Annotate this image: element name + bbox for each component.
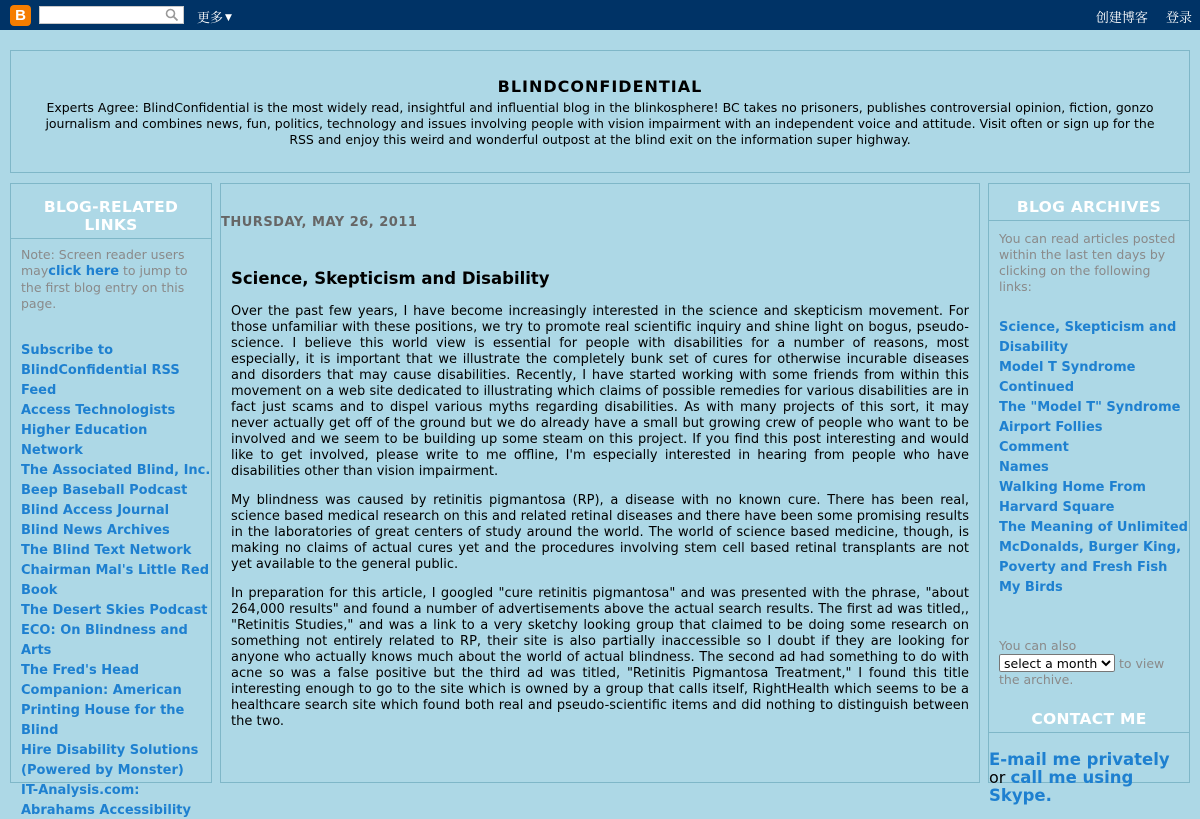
recent-post-link[interactable]: Science, Skepticism and Disability <box>999 320 1177 355</box>
sidebar-link[interactable]: Subscribe to BlindConfidential RSS Feed <box>21 343 180 398</box>
archive-month-picker <box>999 638 1179 688</box>
recent-post-link[interactable]: The Meaning of Unlimited <box>999 520 1188 535</box>
skip-to-content-link[interactable]: click here <box>48 264 120 279</box>
post-paragraph: My blindness was caused by retinitis pigmantosa (RP), a disease with no known cure. There has been real, science based medical research on this and related retinal diseases and there have been some promising results in the laboratories of great centers of study around the world. The world of science based medicine, though, is making no claims of actual cures yet and the procedures involving stem cell based retinal transplants are not yet available to the general public. <box>231 493 969 572</box>
list-item <box>21 479 211 499</box>
post-body <box>231 304 969 730</box>
note-prefix: Note: Screen reader users may <box>21 247 185 278</box>
contact-or: or <box>989 768 1011 787</box>
recent-post-link[interactable]: Airport Follies <box>999 420 1103 435</box>
search-icon[interactable] <box>165 8 179 22</box>
recent-post-link[interactable]: My Birds <box>999 580 1063 595</box>
main-content <box>220 183 980 783</box>
navbar-search <box>39 6 184 24</box>
list-item <box>999 416 1189 436</box>
divider <box>11 238 211 239</box>
email-link[interactable]: E-mail me privately <box>989 750 1170 769</box>
list-item <box>21 599 211 619</box>
right-sidebar <box>988 183 1190 805</box>
search-input[interactable] <box>40 10 168 26</box>
list-item <box>999 456 1189 476</box>
caret-down-icon: ▼ <box>225 13 232 23</box>
sidebar-link[interactable]: The Desert Skies Podcast <box>21 603 208 618</box>
sidebar-link[interactable]: Access Technologists Higher Education Network <box>21 403 176 458</box>
contact-me-heading: CONTACT ME <box>1031 710 1147 728</box>
more-menu-button[interactable] <box>197 7 232 26</box>
list-item <box>21 519 211 539</box>
list-item <box>21 399 211 459</box>
sidebar-link[interactable]: IT-Analysis.com: Abrahams Accessibility <box>21 783 191 818</box>
login-link[interactable]: 登录 <box>1165 11 1192 26</box>
archives-intro: You can read articles posted within the last ten days by clicking on the following links: <box>999 231 1176 294</box>
also-prefix: You can also <box>999 638 1077 653</box>
post-paragraph: In preparation for this article, I googled "cure retinitis pigmantosa" and was presented with the phrase, "about 264,000 results" and found a number of advertisements above the actual search results. The first ad was titled,, "Retinitis Studies," and was a link to a very sketchy looking group that claimed to be doing some research on something not entirely related to RP, their site is also partially inaccessible so I doubt if they are looking for anyone who actually knows much about the world of actual blindness. The second ad had something to do with acne so was a false positive but the third ad was titled, "Retinitis Pigmantosa Treatment," I found this title interesting enough to go to the site which is owned by a group that calls itself, RightHealth which seems to be a healthcare search site which found both real and pseudo-scientific items and did nothing to distinguish between the two. <box>231 586 969 729</box>
blog-header <box>10 50 1190 173</box>
list-item <box>21 499 211 519</box>
list-item <box>21 619 211 659</box>
recent-post-link[interactable]: Walking Home From Harvard Square <box>999 480 1146 515</box>
navbar-account-links <box>1082 7 1192 26</box>
recent-post-link[interactable]: The "Model T" Syndrome <box>999 400 1181 415</box>
sidebar-link[interactable]: Blind News Archives <box>21 523 170 538</box>
list-item <box>999 516 1189 536</box>
sidebar-link[interactable]: Beep Baseball Podcast <box>21 483 188 498</box>
list-item <box>21 539 211 559</box>
recent-post-link[interactable]: Names <box>999 460 1049 475</box>
list-item <box>999 316 1189 356</box>
screen-reader-note <box>21 247 201 312</box>
left-sidebar <box>10 183 212 818</box>
sidebar-link[interactable]: The Blind Text Network <box>21 543 192 558</box>
more-label: 更多 <box>197 11 224 26</box>
skype-link[interactable]: call me using Skype. <box>989 768 1134 805</box>
divider <box>989 732 1189 733</box>
recent-posts-list <box>999 316 1189 596</box>
blog-related-links-list <box>21 339 211 819</box>
blog-archives-heading: BLOG ARCHIVES <box>1016 198 1162 216</box>
list-item <box>999 536 1189 576</box>
also-suffix: to view the archive. <box>999 656 1165 687</box>
contact-text <box>989 751 1189 805</box>
month-select[interactable] <box>999 654 1115 672</box>
list-item <box>21 779 211 819</box>
post-title[interactable]: Science, Skepticism and Disability <box>231 269 550 288</box>
list-item <box>21 739 211 779</box>
list-item <box>999 576 1189 596</box>
note-suffix: to jump to the first blog entry on this page. <box>21 263 188 311</box>
list-item <box>21 459 211 479</box>
list-item <box>999 396 1189 416</box>
list-item <box>21 339 211 399</box>
list-item <box>999 356 1189 396</box>
post-paragraph: Over the past few years, I have become increasingly interested in the science and skepticism movement. For those unfamiliar with these positions, we try to promote real scientific inquiry and shine light on bogus, pseudo-science. I believe this world view is essential for people with disabilities for a number of reasons, most especially, it is important that we illustrate the completely bunk set of cures for otherwise incurable diseases and disorders that may cause disabilities. Recently, I have started working with some friends from within this movement on a web site dedicated to illustrating which claims of possible remedies for various disabilities are in fact just scams and to dispel various myths regarding disabilities. As with many projects of this sort, it may never actually get off of the ground but we do already have a small but growing crew of people who want to be involved and we seem to be building up some steam on this project. If you find this post interesting and would like to get involved, please write to me offline, I'm especially interested in hearing from people who have disabilities other than vision impairment. <box>231 304 969 479</box>
sidebar-link[interactable]: The Fred's Head Companion: American Printing House for the Blind <box>21 663 185 738</box>
blog-description: Experts Agree: BlindConfidential is the most widely read, insightful and influential blog in the blinkosphere! BC takes no prisoners, publishes controversial opinion, fiction, gonzo journalism and combines news, fun, politics, technology and issues involving people with vision impairment with an independent voice and attitude. Visit often or sign up for the RSS and enjoy this weird and wonderful outpost at the blind exit on the information super highway. <box>45 100 1155 147</box>
blogger-logo-icon[interactable]: B <box>10 5 31 26</box>
recent-post-link[interactable]: McDonalds, Burger King, Poverty and Fresh Fish <box>999 540 1182 575</box>
sidebar-link[interactable]: ECO: On Blindness and Arts <box>21 623 188 658</box>
blog-related-links-heading: BLOG-RELATED LINKS <box>43 198 179 234</box>
sidebar-link[interactable]: Blind Access Journal <box>21 503 170 518</box>
recent-post-link[interactable]: Comment <box>999 440 1069 455</box>
list-item <box>21 659 211 739</box>
blog-title[interactable]: BLINDCONFIDENTIAL <box>497 77 703 96</box>
top-navbar <box>0 0 1200 30</box>
sidebar-link[interactable]: The Associated Blind, Inc. <box>21 463 211 478</box>
list-item <box>999 476 1189 516</box>
sidebar-link[interactable]: Hire Disability Solutions (Powered by Monster) <box>21 743 199 778</box>
list-item <box>999 436 1189 456</box>
create-blog-link[interactable]: 创建博客 <box>1095 11 1148 26</box>
recent-post-link[interactable]: Model T Syndrome Continued <box>999 360 1136 395</box>
divider <box>989 220 1189 221</box>
sidebar-link[interactable]: Chairman Mal's Little Red Book <box>21 563 210 598</box>
post-date: THURSDAY, MAY 26, 2011 <box>221 215 418 230</box>
list-item <box>21 559 211 599</box>
